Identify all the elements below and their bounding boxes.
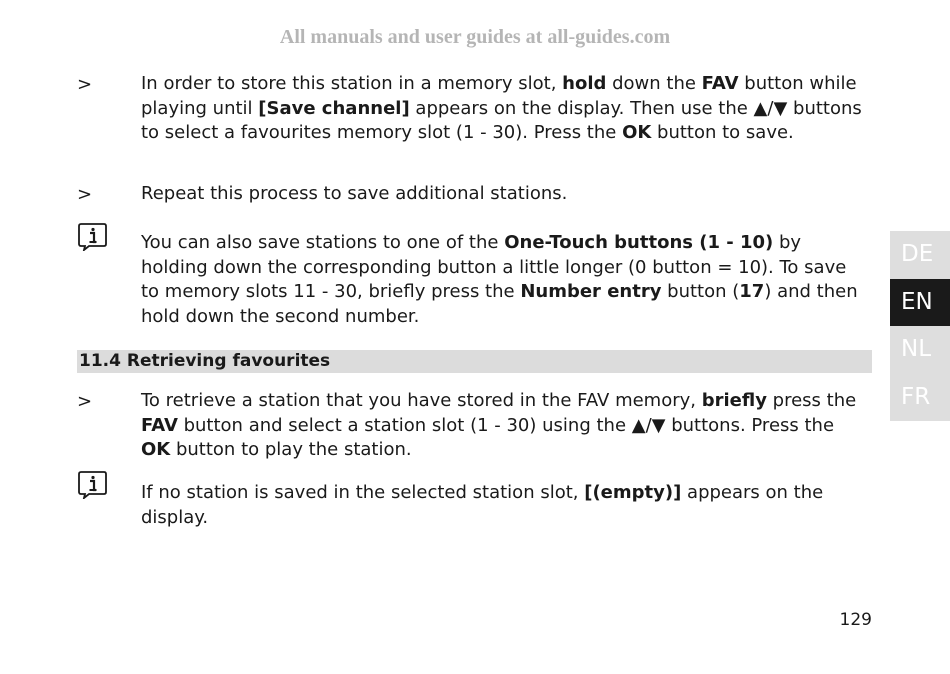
- bold-text: OK: [622, 122, 652, 144]
- info-note-icon: [77, 470, 108, 499]
- text: If no station is saved in the selected station slot,: [141, 482, 585, 503]
- bold-text: FAV: [701, 73, 739, 94]
- text: You can also save stations to one of the: [141, 232, 505, 253]
- section-heading-bar: [77, 350, 872, 373]
- text: In order to store this station in a memory slot,: [141, 73, 563, 94]
- note-one-touch: [141, 231, 866, 329]
- info-note-icon: [77, 222, 108, 251]
- section-title: 11.4 Retrieving favourites: [79, 351, 331, 371]
- bold-text: FAV: [141, 414, 178, 436]
- bold-text: OK: [141, 439, 171, 461]
- text: down the: [606, 73, 702, 94]
- bold-text: [Save channel]: [258, 97, 410, 119]
- text: button to play the station.: [170, 439, 412, 461]
- language-tab-de[interactable]: DE: [890, 231, 950, 279]
- bullet-arrow: >: [77, 74, 93, 95]
- bold-text: 17: [739, 281, 765, 303]
- page-number: 129: [839, 610, 872, 630]
- bold-text: briefly: [701, 390, 767, 411]
- watermark: All manuals and user guides at all-guides.com: [279, 26, 671, 48]
- language-tab-en[interactable]: EN: [890, 279, 950, 327]
- instruction-retrieve: [141, 389, 866, 463]
- language-tabs: [890, 231, 950, 421]
- text: button to save.: [651, 122, 794, 144]
- bold-text: hold: [562, 73, 607, 94]
- bullet-arrow: >: [77, 184, 93, 205]
- text: To retrieve a station that you have stored in the FAV memory,: [141, 390, 702, 411]
- text: appears on the display.: [141, 482, 824, 528]
- text: button (: [661, 281, 740, 303]
- text: appears on the display. Then use the ▲/▼ buttons to select a favourites memory slot (1 - 30). Press the: [141, 97, 862, 144]
- bold-text: Number entry: [520, 281, 662, 303]
- text: button and select a station slot (1 - 30) using the ▲/▼ buttons. Press the: [177, 414, 835, 436]
- text: press the: [766, 390, 857, 411]
- instruction-store-station: [141, 72, 866, 146]
- text: by holding down the corresponding button a little longer (0 button = 10). To save to memory slots 11 - 30, briefly press the: [141, 232, 847, 303]
- bold-text: One-Touch buttons (1 - 10): [504, 232, 774, 253]
- language-tab-fr[interactable]: FR: [890, 374, 950, 422]
- bold-text: [(empty)]: [584, 482, 682, 503]
- instruction-repeat: Repeat this process to save additional stations.: [141, 183, 568, 204]
- text: button while playing until: [141, 73, 857, 119]
- language-tab-nl[interactable]: NL: [890, 326, 950, 374]
- bullet-arrow: >: [77, 391, 93, 412]
- note-empty-slot: [141, 481, 866, 530]
- text: ) and then hold down the second number.: [141, 281, 858, 327]
